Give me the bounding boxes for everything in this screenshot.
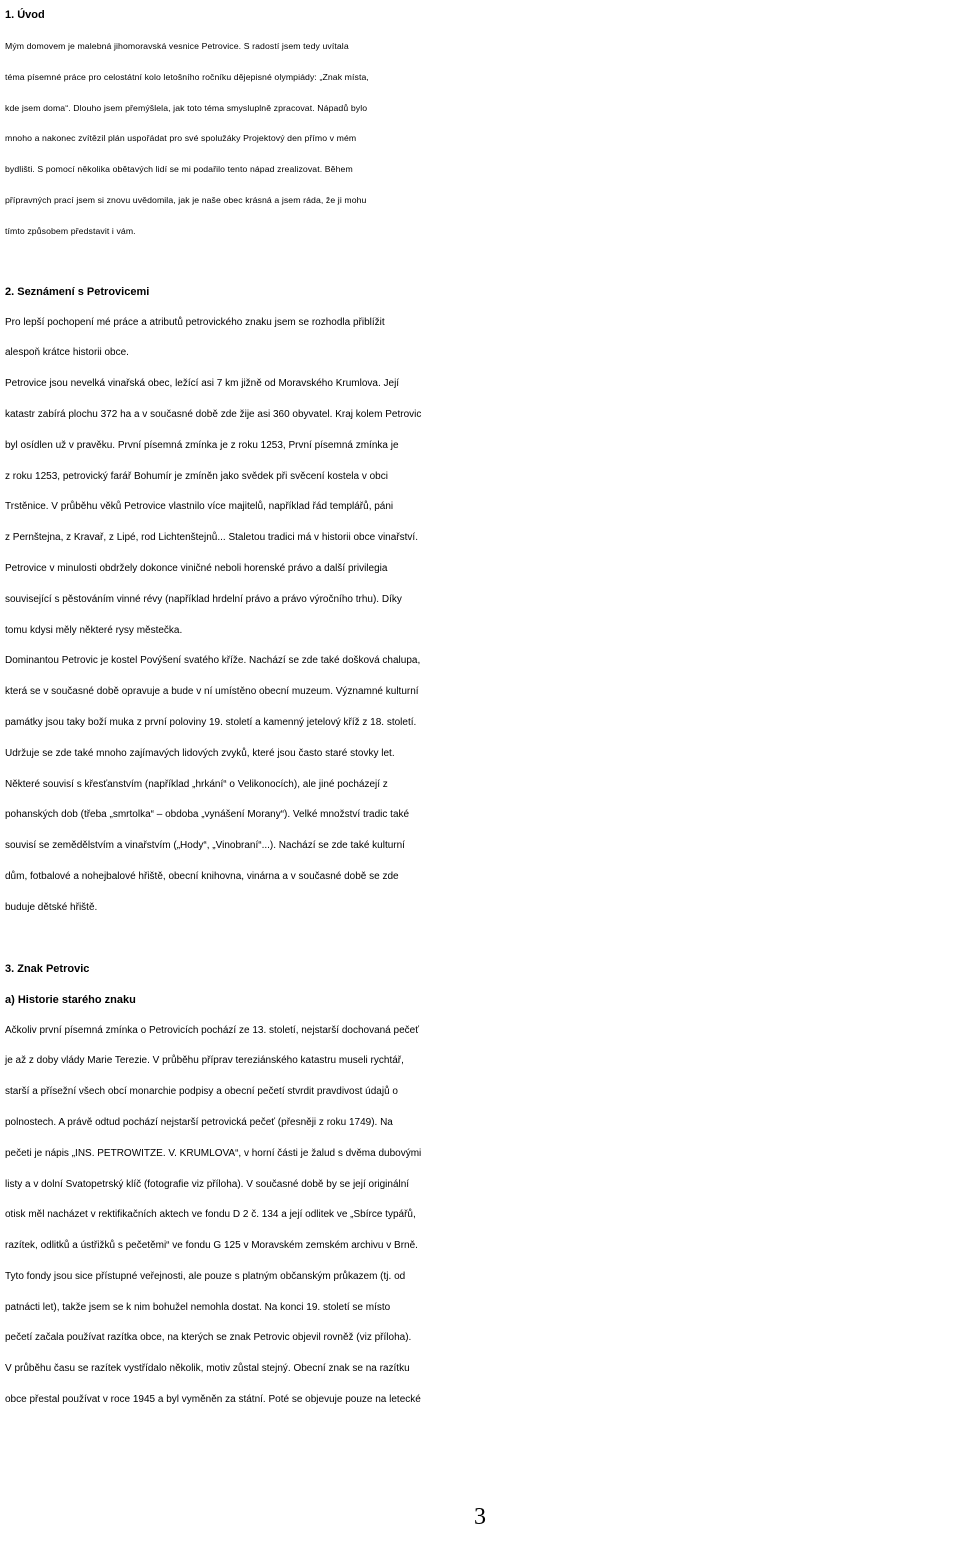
section-intro bbox=[5, 0, 957, 247]
section-heading-intro: 1. Úvod bbox=[5, 9, 45, 21]
text-line: katastr zabírá plochu 372 ha a v současné době zde žije asi 360 obyvatel. Kraj kolem Petrovic bbox=[5, 408, 422, 420]
text-line: buduje dětské hřiště. bbox=[5, 901, 98, 913]
text-line: z roku 1253, petrovický farář Bohumír je zmíněn jako svědek při svěcení kostela v obci bbox=[5, 470, 388, 482]
text-line: patnácti let), takže jsem se k nim bohužel nemohla dostat. Na konci 19. století se místo bbox=[5, 1301, 391, 1313]
text-line: listy a v dolní Svatopetrský klíč (fotografie viz příloha). V současné době by se její originální bbox=[5, 1178, 410, 1190]
text-line: pečeti je nápis „INS. PETROWITZE. V. KRUMLOVA“, v horní části je žalud s dvěma dubovými bbox=[5, 1147, 422, 1159]
section-spacer bbox=[5, 247, 957, 277]
text-line: Petrovice v minulosti obdržely dokonce viničné neboli horenské právo a další privilegia bbox=[5, 562, 388, 574]
text-line: Petrovice jsou nevelká vinařská obec, ležící asi 7 km jižně od Moravského Krumlova. Její bbox=[5, 378, 400, 390]
text-line: bydlišti. S pomocí několika obětavých lidí se mi podařilo tento nápad zrealizovat. Během bbox=[5, 164, 353, 175]
section-coat-of-arms bbox=[5, 954, 957, 1416]
section-acquaintance bbox=[5, 277, 957, 924]
text-line: byl osídlen už v pravěku. První písemná zmínka je z roku 1253, První písemná zmínka je bbox=[5, 439, 399, 451]
text-line: Některé souvisí s křesťanstvím (například „hrkání“ o Velikonocích), ale jiné pocházejí z bbox=[5, 778, 388, 790]
text-line: téma písemné práce pro celostátní kolo letošního ročníku dějepisné olympiády: „Znak místa, bbox=[5, 71, 369, 82]
text-line: obce přestal používat v roce 1945 a byl vyměněn za státní. Poté se objevuje pouze na letecké bbox=[5, 1394, 421, 1406]
text-line: souvisí se zemědělstvím a vinařstvím („Hody“, „Vinobraní“...). Nachází se zde také kulturní bbox=[5, 840, 405, 852]
text-line: která se v současné době opravuje a bude v ní umístěno obecní muzeum. Významné kulturní bbox=[5, 686, 419, 698]
text-line: Mým domovem je malebná jihomoravská vesnice Petrovice. S radostí jsem tedy uvítala bbox=[5, 41, 349, 51]
text-line: starší a přísežní všech obcí monarchie podpisy a obecní pečetí stvrdit pravdivost údajů o bbox=[5, 1086, 398, 1098]
text-line: Dominantou Petrovic je kostel Povýšení svatého kříže. Nachází se zde také došková chalupa, bbox=[5, 655, 421, 667]
section-heading-acquaintance: 2. Seznámení s Petrovicemi bbox=[5, 285, 150, 298]
text-line: pohanských dob (třeba „smrtolka“ – obdoba „vynášení Morany“). Velké množství tradic také bbox=[5, 809, 410, 821]
text-line: mnoho a nakonec zvítězil plán uspořádat pro své spolužáky Projektový den přímo v mém bbox=[5, 133, 357, 144]
text-line: památky jsou taky boží muka z první poloviny 19. století a kamenný jetelový kříž z 18. století. bbox=[5, 716, 417, 728]
text-line: Tyto fondy jsou sice přístupné veřejnosti, ale pouze s platným občanským průkazem (tj. od bbox=[5, 1270, 406, 1282]
text-line: V průběhu času se razítek vystřídalo několik, motiv zůstal stejný. Obecní znak se na razítku bbox=[5, 1363, 410, 1375]
text-line: polnostech. A právě odtud pochází nejstarší petrovická pečeť (přesněji z roku 1749). Na bbox=[5, 1116, 393, 1128]
text-line: pečetí začala používat razítka obce, na kterých se znak Petrovic objevil rovněž (viz příloha). bbox=[5, 1332, 412, 1344]
text-line: přípravných prací jsem si znovu uvědomila, jak je naše obec krásná a jsem ráda, že ji mohu bbox=[5, 194, 367, 205]
text-line: kde jsem doma“. Dlouho jsem přemýšlela, jak toto téma smysluplně zpracovat. Nápadů bylo bbox=[5, 102, 368, 113]
text-line: Pro lepší pochopení mé práce a atributů petrovického znaku jsem se rozhodla přiblížit bbox=[5, 316, 385, 328]
section-heading-coat-of-arms: 3. Znak Petrovic bbox=[5, 962, 90, 975]
document-page bbox=[5, 0, 957, 1416]
subsection-heading-old-coat-of-arms: a) Historie starého znaku bbox=[5, 993, 136, 1006]
text-line: otisk měl nacházet v rektifikačních aktech ve fondu D 2 č. 134 a její odlitek ve „Sbírce typářů, bbox=[5, 1209, 416, 1221]
page-number: 3 bbox=[474, 1504, 486, 1530]
text-line: dům, fotbalové a nohejbalové hřiště, obecní knihovna, vinárna a v současné době se zde bbox=[5, 870, 399, 882]
text-line: je až z doby vlády Marie Terezie. V průběhu příprav tereziánského katastru museli rychtář, bbox=[5, 1055, 404, 1067]
text-line: z Pernštejna, z Kravař, z Lipé, rod Lichtenštejnů... Staletou tradici má v historii obce vinařství. bbox=[5, 532, 418, 544]
text-line: alespoň krátce historii obce. bbox=[5, 347, 129, 359]
acquaintance-paragraph bbox=[5, 308, 957, 924]
section-spacer bbox=[5, 924, 957, 954]
text-line: Trstěnice. V průběhu věků Petrovice vlastnilo více majitelů, například řád templářů, páni bbox=[5, 501, 394, 513]
text-line: razítek, odlitků a ústřižků s pečetěmi“ ve fondu G 125 v Moravském zemském archivu v Brně. bbox=[5, 1240, 418, 1252]
text-line: Ačkoliv první písemná zmínka o Petrovicích pochází ze 13. století, nejstarší dochovaná pečeť bbox=[5, 1024, 419, 1036]
text-line: související s pěstováním vinné révy (například hrdelní právo a právo výročního trhu). Díky bbox=[5, 593, 402, 605]
text-line: tímto způsobem představit i vám. bbox=[5, 225, 136, 236]
text-line: Udržuje se zde také mnoho zajímavých lidových zvyků, které jsou často staré stovky let. bbox=[5, 747, 395, 759]
intro-paragraph bbox=[5, 31, 957, 247]
text-line: tomu kdysi měly některé rysy městečka. bbox=[5, 624, 183, 636]
coat-of-arms-paragraph bbox=[5, 1016, 957, 1416]
